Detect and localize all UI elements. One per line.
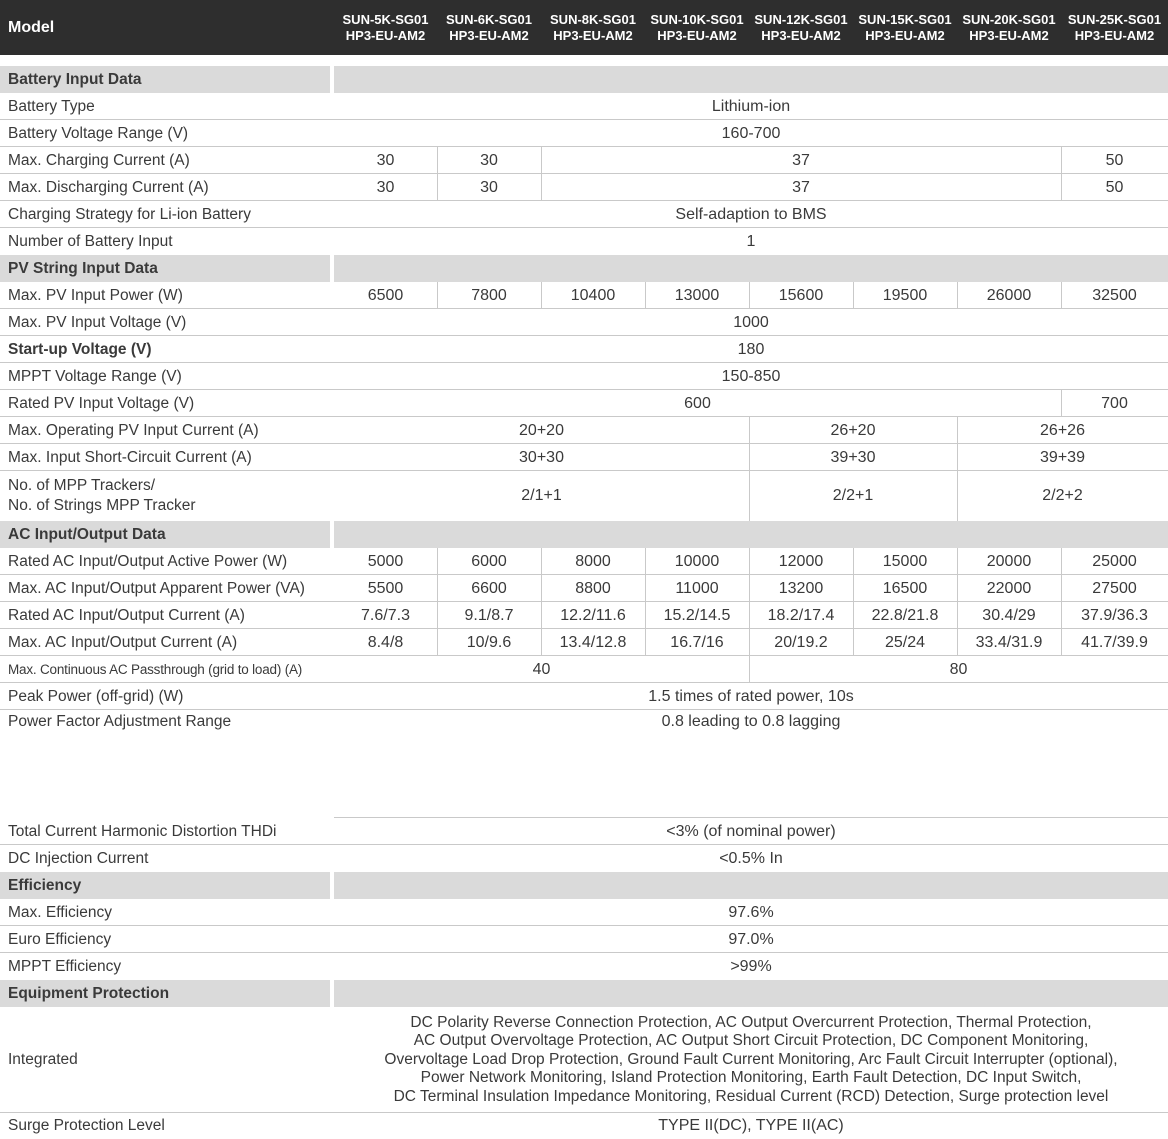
table-cell: 150-850 <box>721 367 781 385</box>
table-cell: 6000 <box>471 552 507 570</box>
cell-divider <box>853 629 854 656</box>
cell-divider <box>437 629 438 656</box>
model-name-line: SUN-6K-SG01 <box>446 11 532 27</box>
table-row <box>0 1007 1168 1113</box>
table-cell: 97.6% <box>728 903 774 921</box>
table-row <box>0 926 1168 953</box>
model-name-line: SUN-15K-SG01 <box>858 11 952 27</box>
row-label: Max. PV Input Power (W) <box>8 286 183 304</box>
section-title: AC Input/Output Data <box>0 521 330 548</box>
header-model-8 <box>1061 0 1168 55</box>
table-cell: <3% (of nominal power) <box>666 822 836 840</box>
row-label: Integrated <box>8 1051 78 1068</box>
cell-divider <box>541 602 542 629</box>
cell-text-line: Power Network Monitoring, Island Protection Monitoring, Earth Fault Detection, DC Input Switch, <box>420 1069 1082 1087</box>
table-row <box>0 93 1168 120</box>
table-cell: 30 <box>376 178 395 196</box>
row-label: Max. PV Input Voltage (V) <box>8 313 187 331</box>
table-row <box>0 710 1168 818</box>
cell-text-line: Overvoltage Load Drop Protection, Ground Fault Current Monitoring, Arc Fault Circuit Interrupter (optional), <box>384 1050 1118 1068</box>
table-row <box>0 575 1168 602</box>
table-cell: 39+30 <box>830 448 876 466</box>
header-model-6 <box>853 0 957 55</box>
table-cell: 8000 <box>575 552 611 570</box>
cell-divider <box>749 575 750 602</box>
model-name-line: SUN-25K-SG01 <box>1067 11 1162 27</box>
model-name-line: HP3-EU-AM2 <box>865 27 945 43</box>
table-cell: 7800 <box>471 286 507 304</box>
table-cell: TYPE II(DC), TYPE II(AC) <box>658 1117 844 1134</box>
cell-divider <box>749 629 750 656</box>
table-cell: 30 <box>480 151 498 169</box>
header-model-2 <box>437 0 541 55</box>
row-label: Charging Strategy for Li-ion Battery <box>8 205 251 223</box>
section-row <box>0 255 1168 282</box>
table-cell: 15000 <box>882 552 928 570</box>
table-row <box>0 201 1168 228</box>
model-name-line: HP3-EU-AM2 <box>657 27 737 43</box>
table-cell: 20000 <box>986 552 1032 570</box>
table-cell: 30 <box>480 178 498 196</box>
header-model-5 <box>749 0 853 55</box>
table-cell: 8.4/8 <box>367 633 404 651</box>
table-cell: 30.4/29 <box>982 606 1036 624</box>
table-cell: 16.7/16 <box>670 633 724 651</box>
row-label: Max. Continuous AC Passthrough (grid to load) (A) <box>8 662 303 677</box>
cell-divider <box>541 548 542 575</box>
section-bar <box>334 872 1168 899</box>
table-row <box>0 363 1168 390</box>
table-cell: 18.2/17.4 <box>767 606 835 624</box>
table-cell: 33.4/31.9 <box>975 633 1043 651</box>
table-cell: 13.4/12.8 <box>559 633 627 651</box>
row-label: Battery Voltage Range (V) <box>8 124 189 142</box>
model-name-line: HP3-EU-AM2 <box>969 27 1049 43</box>
table-row <box>0 1113 1168 1139</box>
table-cell: Lithium-ion <box>711 97 791 115</box>
cell-divider <box>749 548 750 575</box>
cell-divider <box>749 282 750 309</box>
table-cell: 80 <box>949 660 968 678</box>
table-cell: 8800 <box>575 579 611 597</box>
cell-divider <box>957 602 958 629</box>
header-model-label: Model <box>8 18 55 36</box>
section-title: PV String Input Data <box>0 255 330 282</box>
table-cell: 10/9.6 <box>466 633 512 651</box>
cell-divider <box>957 444 958 471</box>
cell-divider <box>1061 174 1062 201</box>
cell-divider <box>645 282 646 309</box>
row-label: Battery Type <box>8 97 95 115</box>
table-cell: 1.5 times of rated power, 10s <box>648 687 854 705</box>
table-cell: 5500 <box>367 579 404 597</box>
cell-divider <box>541 575 542 602</box>
cell-text-line: AC Output Overvoltage Protection, AC Output Short Circuit Protection, DC Component Monitoring, <box>413 1032 1089 1050</box>
cell-divider <box>749 602 750 629</box>
table-cell: 25000 <box>1092 552 1137 570</box>
table-row <box>0 336 1168 363</box>
table-row <box>0 629 1168 656</box>
table-cell: >99% <box>730 957 772 975</box>
cell-divider <box>645 575 646 602</box>
row-label: Surge Protection Level <box>8 1117 165 1134</box>
section-bar <box>334 66 1168 93</box>
table-cell: 13200 <box>778 579 824 597</box>
row-label: Rated AC Input/Output Current (A) <box>8 606 245 624</box>
table-cell: 12.2/11.6 <box>560 606 626 624</box>
cell-divider <box>957 471 958 521</box>
cell-divider <box>437 602 438 629</box>
table-cell: 97.0% <box>728 930 774 948</box>
row-label: Max. Discharging Current (A) <box>8 178 209 196</box>
table-cell: 50 <box>1105 178 1124 196</box>
table-row <box>0 309 1168 336</box>
table-row <box>0 282 1168 309</box>
model-name-line: SUN-5K-SG01 <box>342 11 429 27</box>
cell-divider <box>853 575 854 602</box>
table-row <box>0 390 1168 417</box>
model-name-line: HP3-EU-AM2 <box>345 27 426 43</box>
table-cell: 6500 <box>367 286 404 304</box>
cell-divider <box>1061 629 1062 656</box>
cell-divider <box>853 282 854 309</box>
table-cell: 180 <box>737 340 765 358</box>
cell-divider <box>1061 548 1062 575</box>
table-row <box>0 417 1168 444</box>
row-label: Max. Charging Current (A) <box>8 151 190 169</box>
section-title: Battery Input Data <box>0 66 330 93</box>
cell-divider <box>853 602 854 629</box>
row-label: Max. AC Input/Output Current (A) <box>8 633 238 651</box>
cell-divider <box>541 629 542 656</box>
row-label: Start-up Voltage (V) <box>8 340 152 358</box>
table-cell: 2/1+1 <box>521 487 562 504</box>
table-cell: 6600 <box>471 579 507 597</box>
cell-divider <box>749 417 750 444</box>
model-name-line: SUN-8K-SG01 <box>550 11 636 27</box>
cell-divider <box>437 282 438 309</box>
table-row <box>0 174 1168 201</box>
table-cell: 15600 <box>778 286 824 304</box>
table-row <box>0 845 1168 872</box>
table-cell: 0.8 leading to 0.8 lagging <box>661 713 841 730</box>
row-label: Rated AC Input/Output Active Power (W) <box>8 552 288 570</box>
table-cell: 1000 <box>733 313 769 331</box>
cell-divider <box>1061 390 1062 417</box>
cell-divider <box>541 282 542 309</box>
cell-divider <box>957 282 958 309</box>
row-label: Max. Operating PV Input Current (A) <box>8 421 259 439</box>
table-row <box>0 471 1168 521</box>
table-cell: 30+30 <box>519 448 564 466</box>
cell-divider <box>437 174 438 201</box>
row-label: MPPT Efficiency <box>8 957 122 975</box>
table-row <box>0 120 1168 147</box>
cell-divider <box>957 548 958 575</box>
model-name-line: SUN-12K-SG01 <box>754 11 848 27</box>
table-cell: 700 <box>1101 394 1128 412</box>
table-cell: 37.9/36.3 <box>1081 606 1148 624</box>
section-row <box>0 66 1168 93</box>
cell-divider <box>437 147 438 174</box>
table-cell: 41.7/39.9 <box>1081 633 1148 651</box>
cell-divider <box>1061 282 1062 309</box>
row-label: Max. Input Short-Circuit Current (A) <box>8 448 252 466</box>
header-model-1 <box>334 0 437 55</box>
row-label: Number of Battery Input <box>8 232 173 250</box>
section-bar <box>334 521 1168 548</box>
model-name-line: HP3-EU-AM2 <box>761 27 841 43</box>
table-row <box>0 147 1168 174</box>
table-cell: 26000 <box>986 286 1032 304</box>
row-label: Peak Power (off-grid) (W) <box>8 687 184 705</box>
cell-divider <box>957 575 958 602</box>
cell-text-line: DC Polarity Reverse Connection Protection, AC Output Overcurrent Protection, Thermal Protection, <box>410 1013 1092 1031</box>
cell-divider <box>645 548 646 575</box>
table-cell: 5000 <box>367 552 404 570</box>
table-row <box>0 953 1168 980</box>
table-cell: 1 <box>746 232 756 250</box>
row-label-line: No. of Strings MPP Tracker <box>8 497 196 514</box>
cell-divider <box>645 602 646 629</box>
cell-divider <box>749 444 750 471</box>
table-row <box>0 683 1168 710</box>
table-cell: 600 <box>684 394 711 412</box>
table-cell: 26+20 <box>830 421 876 439</box>
row-label: Power Factor Adjustment Range <box>8 713 232 730</box>
table-row <box>0 818 1168 845</box>
table-cell: 30 <box>376 151 395 169</box>
section-title: Equipment Protection <box>0 980 330 1007</box>
header-model-4 <box>645 0 749 55</box>
cell-divider <box>957 417 958 444</box>
header-model-7 <box>957 0 1061 55</box>
table-cell: 20+20 <box>519 421 564 439</box>
header-model-3 <box>541 0 645 55</box>
table-cell: 25/24 <box>884 633 926 651</box>
model-name-line: HP3-EU-AM2 <box>449 27 529 43</box>
table-cell: 37 <box>792 151 810 169</box>
table-row <box>0 602 1168 629</box>
table-cell: 22000 <box>986 579 1032 597</box>
cell-divider <box>437 575 438 602</box>
row-label <box>0 471 330 521</box>
row-label: Rated PV Input Voltage (V) <box>8 394 195 412</box>
table-cell: 20/19.2 <box>774 633 828 651</box>
cell-divider <box>957 629 958 656</box>
table-cell: 39+39 <box>1040 448 1085 466</box>
table-cell: 11000 <box>675 579 719 597</box>
cell-text-line: DC Terminal Insulation Impedance Monitoring, Residual Current (RCD) Detection, Surge protection level <box>393 1087 1109 1105</box>
table-cell: 160-700 <box>721 124 781 142</box>
section-bar <box>334 980 1168 1007</box>
table-cell: 32500 <box>1092 286 1137 304</box>
model-name-line: SUN-20K-SG01 <box>962 11 1056 27</box>
table-cell <box>334 1007 1168 1113</box>
row-label: DC Injection Current <box>8 849 149 867</box>
section-title: Efficiency <box>0 872 330 899</box>
cell-divider <box>853 548 854 575</box>
model-name-line: HP3-EU-AM2 <box>1074 27 1155 43</box>
table-row <box>0 548 1168 575</box>
table-cell: 12000 <box>778 552 824 570</box>
table-row <box>0 444 1168 471</box>
cell-divider <box>437 548 438 575</box>
row-label: Max. AC Input/Output Apparent Power (VA) <box>8 579 305 597</box>
section-bar <box>334 255 1168 282</box>
table-cell: Self-adaption to BMS <box>675 205 827 223</box>
row-label: MPPT Voltage Range (V) <box>8 367 182 385</box>
cell-divider <box>1061 602 1062 629</box>
table-cell: 9.1/8.7 <box>464 606 514 624</box>
table-row <box>0 228 1168 255</box>
model-name-line: SUN-10K-SG01 <box>650 11 744 27</box>
cell-divider <box>1061 147 1062 174</box>
table-cell: 19500 <box>882 286 928 304</box>
table-row <box>0 899 1168 926</box>
table-cell: 16500 <box>882 579 928 597</box>
row-label: Total Current Harmonic Distortion THDi <box>8 822 277 840</box>
row-label-line: No. of MPP Trackers/ <box>8 477 156 494</box>
table-cell: 10400 <box>570 286 616 304</box>
table-cell: <0.5% In <box>719 849 783 867</box>
model-name-line: HP3-EU-AM2 <box>553 27 633 43</box>
cell-divider <box>1061 575 1062 602</box>
section-row <box>0 872 1168 899</box>
row-label: Euro Efficiency <box>8 930 112 948</box>
cell-divider <box>749 471 750 521</box>
table-cell: 10000 <box>674 552 720 570</box>
cell-divider <box>541 147 542 174</box>
section-row <box>0 980 1168 1007</box>
table-header <box>0 0 1168 55</box>
table-cell: 2/2+1 <box>832 487 874 504</box>
table-cell: 27500 <box>1092 579 1137 597</box>
row-label: Max. Efficiency <box>8 903 112 921</box>
table-cell: 7.6/7.3 <box>361 606 410 624</box>
cell-divider <box>749 656 750 683</box>
table-cell: 40 <box>532 660 551 678</box>
section-row <box>0 521 1168 548</box>
table-row <box>0 656 1168 683</box>
table-cell: 37 <box>792 178 810 196</box>
table-cell: 26+26 <box>1040 421 1085 439</box>
table-cell: 50 <box>1105 151 1124 169</box>
cell-divider <box>645 629 646 656</box>
table-cell: 13000 <box>674 286 720 304</box>
table-cell: 15.2/14.5 <box>663 606 731 624</box>
table-cell: 22.8/21.8 <box>871 606 939 624</box>
cell-divider <box>541 174 542 201</box>
table-cell: 2/2+2 <box>1042 487 1083 504</box>
